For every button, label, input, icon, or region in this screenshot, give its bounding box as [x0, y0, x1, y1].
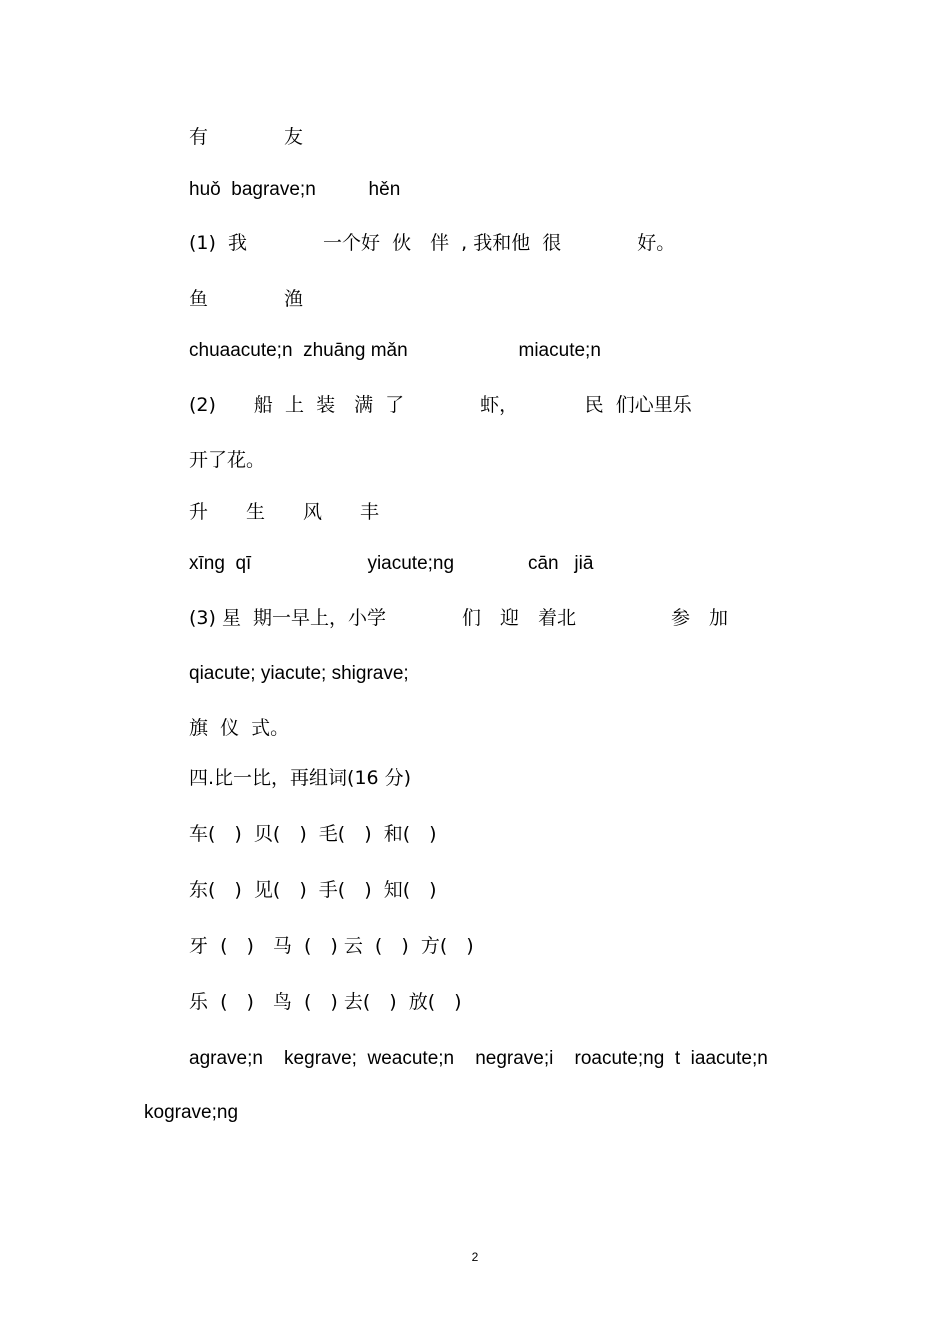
pinyin-line-5-cont: kograve;ng: [144, 1102, 239, 1123]
pinyin-line-5: agrave;n kegrave; weacute;n negrave;i roacute;ng t iaacute;n: [189, 1048, 768, 1069]
pinyin-line-1: huǒ bagrave;n hěn: [189, 179, 401, 200]
compare-row-1: 车( ) 贝( ) 毛( ) 和( ): [189, 823, 437, 845]
section-heading: 四.比一比，再组词(16 分): [189, 767, 412, 789]
sentence-2-cont: 开了花。: [189, 449, 266, 471]
sentence-3-cont: 旗 仪 式。: [189, 717, 290, 739]
compare-row-2: 东( ) 见( ) 手( ) 知( ): [189, 879, 437, 901]
sentence-1: (1) 我 一个好 伙 伴 , 我和他 很 好。: [189, 232, 676, 254]
pinyin-line-4: qiacute; yiacute; shigrave;: [189, 663, 409, 684]
compare-row-3: 牙 ( ) 马 ( ) 云 ( ) 方( ): [189, 935, 474, 957]
text-line-2: 鱼 渔: [189, 288, 304, 310]
sentence-2: (2) 船 上 装 满 了 虾， 民 们心里乐: [189, 394, 692, 416]
sentence-3: (3) 星 期一早上，小学 们 迎 着北 参 加: [189, 607, 729, 629]
pinyin-line-2: chuaacute;n zhuāng mǎn miacute;n: [189, 340, 601, 361]
pinyin-line-3: xīng qī yiacute;ng cān jiā: [189, 553, 594, 574]
compare-row-4: 乐 ( ) 鸟 ( ) 去( ) 放( ): [189, 991, 462, 1013]
text-line-3: 升 生 风 丰: [189, 501, 380, 523]
text-line-1: 有 友: [189, 126, 304, 148]
page-number: 2: [471, 1250, 479, 1264]
